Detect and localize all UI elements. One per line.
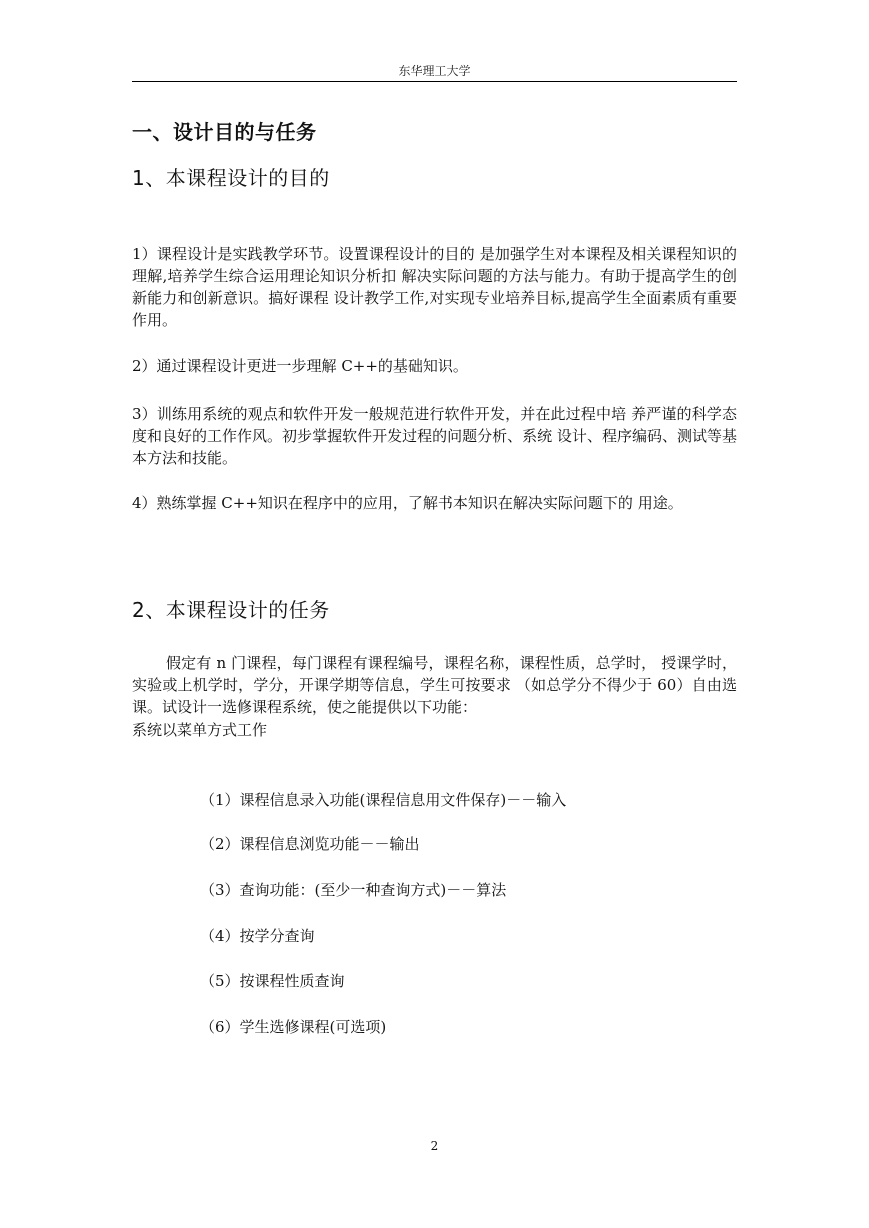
task-intro: 假定有 n 门课程，每门课程有课程编号，课程名称，课程性质，总学时， 授课学时，实验或上机学时，学分，开课学期等信息，学生可按要求 （如总学分不得少于 60）自由选课。试设计一选修课程系统，使之能提供以下功能：	[132, 654, 737, 716]
task-heading: 2、本课程设计的任务	[132, 598, 330, 622]
function-item-5: （5）按课程性质查询	[200, 972, 345, 990]
purpose-item-4: 4）熟练掌握 C++知识在程序中的应用，了解书本知识在解决实际问题下的 用途。	[132, 494, 683, 512]
function-item-4: （4）按学分查询	[200, 927, 315, 945]
page-header: 东华理工大学	[398, 64, 471, 78]
purpose-heading: 1、本课程设计的目的	[132, 166, 330, 190]
header-divider	[132, 81, 737, 82]
function-item-2: （2）课程信息浏览功能－－输出	[200, 835, 420, 853]
purpose-item-1: 1）课程设计是实践教学环节。设置课程设计的目的 是加强学生对本课程及相关课程知识的理解,培养学生综合运用理论知识分析扣 解决实际问题的方法与能力。有助于提高学生的创新能力和创新意识。搞好课程 设计教学工作,对实现专业培养目标,提高学生全面素质有重要作用。	[132, 245, 737, 329]
purpose-item-2: 2）通过课程设计更进一步理解 C++的基础知识。	[132, 357, 468, 375]
function-item-3: （3）查询功能：(至少一种查询方式)－－算法	[200, 881, 507, 899]
task-intro-tail: 系统以菜单方式工作	[132, 721, 268, 739]
function-item-1: （1）课程信息录入功能(课程信息用文件保存)－－输入	[200, 791, 567, 809]
page-number: 2	[430, 1139, 439, 1153]
purpose-item-3: 3）训练用系统的观点和软件开发一般规范进行软件开发，并在此过程中培 养严谨的科学态度和良好的工作作风。初步掌握软件开发过程的问题分析、系统 设计、程序编码、测试等基本方法和技能。	[132, 405, 737, 467]
function-item-6: （6）学生选修课程(可选项)	[200, 1018, 387, 1036]
section-heading: 一、设计目的与任务	[132, 120, 317, 144]
